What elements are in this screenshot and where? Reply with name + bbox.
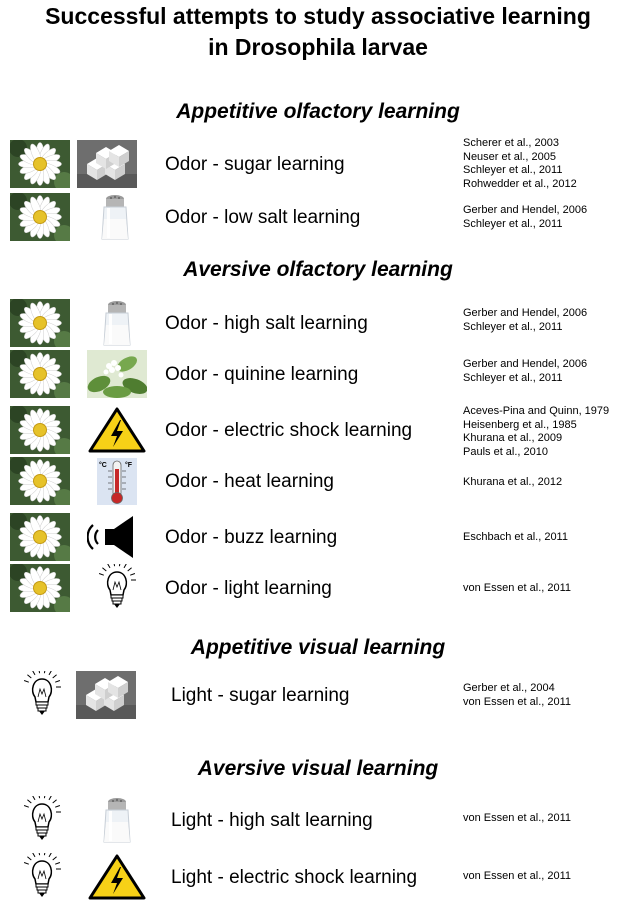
high-voltage-warning-icon (87, 406, 147, 454)
reference-list (463, 405, 609, 459)
learning-label: Odor - electric shock learning (165, 420, 413, 441)
salt-shaker-icon (87, 796, 147, 844)
reference-citation: von Essen et al., 2011 (463, 582, 572, 594)
reference-list (463, 307, 587, 334)
light-bulb-icon (12, 796, 72, 844)
reference-citation: von Essen et al., 2011 (463, 870, 572, 882)
daisy-flower-icon (10, 299, 70, 347)
quinine-plant-icon (87, 350, 147, 398)
reference-citation: Schleyer et al., 2011 (463, 164, 563, 176)
reference-list (463, 812, 571, 826)
reference-citation: Scherer et al., 2003 (463, 137, 560, 149)
reference-citation: Schleyer et al., 2011 (463, 371, 563, 384)
reference-citation: Rohwedder et al., 2012 (463, 177, 577, 190)
light-bulb-icon (12, 671, 72, 719)
reference-citation: Pauls et al., 2010 (463, 445, 549, 458)
learning-label: Odor - heat learning (165, 471, 334, 492)
daisy-flower-icon (10, 457, 70, 505)
speaker-icon (87, 513, 147, 561)
svg-text:°C: °C (99, 462, 107, 469)
daisy-flower-icon (10, 513, 70, 561)
reference-list (463, 582, 571, 596)
reference-list (463, 870, 571, 884)
reference-citation: von Essen et al., 2011 (463, 812, 572, 824)
reference-list (463, 682, 571, 709)
reference-citation: Schleyer et al., 2011 (463, 217, 563, 230)
section-heading: Aversive olfactory learning (183, 258, 453, 281)
daisy-flower-icon (10, 406, 70, 454)
svg-text:°F: °F (125, 462, 133, 469)
reference-citation: Gerber et al., 2004 (463, 682, 555, 694)
learning-label: Odor - buzz learning (165, 527, 338, 548)
reference-citation: Aceves-Pina and Quinn, 1979 (463, 405, 610, 417)
reference-citation: Gerber and Hendel, 2006 (463, 204, 588, 216)
daisy-flower-icon (10, 193, 70, 241)
daisy-flower-icon (10, 350, 70, 398)
learning-label: Odor - light learning (165, 578, 332, 599)
reference-list (463, 531, 568, 545)
reference-list (463, 476, 562, 490)
reference-citation: Gerber and Hendel, 2006 (463, 358, 588, 370)
light-bulb-icon (12, 853, 72, 901)
figure-title-line-1: Successful attempts to study associative learning (45, 3, 591, 29)
figure-title (0, 0, 636, 63)
learning-label: Odor - sugar learning (165, 154, 345, 175)
thermometer-icon (87, 457, 147, 505)
daisy-flower-icon (10, 140, 70, 188)
learning-label: Light - electric shock learning (171, 867, 418, 888)
learning-label: Odor - quinine learning (165, 364, 359, 385)
daisy-flower-icon (10, 564, 70, 612)
reference-list (463, 137, 577, 191)
reference-list (463, 358, 587, 385)
salt-shaker-icon (87, 299, 147, 347)
reference-citation: Khurana et al., 2012 (463, 476, 563, 488)
reference-citation: Neuser et al., 2005 (463, 150, 556, 163)
section-heading: Appetitive olfactory learning (176, 100, 460, 123)
learning-label: Odor - low salt learning (165, 207, 361, 228)
reference-citation: Heisenberg et al., 1985 (463, 418, 577, 431)
reference-citation: Eschbach et al., 2011 (463, 531, 568, 543)
reference-list (463, 204, 587, 231)
reference-citation: Gerber and Hendel, 2006 (463, 307, 588, 319)
salt-shaker-icon (85, 193, 145, 241)
sugar-cubes-icon (76, 671, 136, 719)
learning-label: Odor - high salt learning (165, 313, 368, 334)
sugar-cubes-icon (77, 140, 137, 188)
figure-title-line-2: in Drosophila larvae (208, 34, 428, 60)
reference-citation: Schleyer et al., 2011 (463, 320, 563, 333)
reference-citation: Khurana et al., 2009 (463, 432, 563, 444)
light-bulb-icon (87, 564, 147, 612)
learning-label: Light - sugar learning (171, 685, 350, 706)
high-voltage-warning-icon (87, 853, 147, 901)
section-heading: Aversive visual learning (197, 757, 439, 780)
section-heading: Appetitive visual learning (190, 636, 446, 659)
learning-label: Light - high salt learning (171, 810, 373, 831)
reference-citation: von Essen et al., 2011 (463, 695, 572, 708)
